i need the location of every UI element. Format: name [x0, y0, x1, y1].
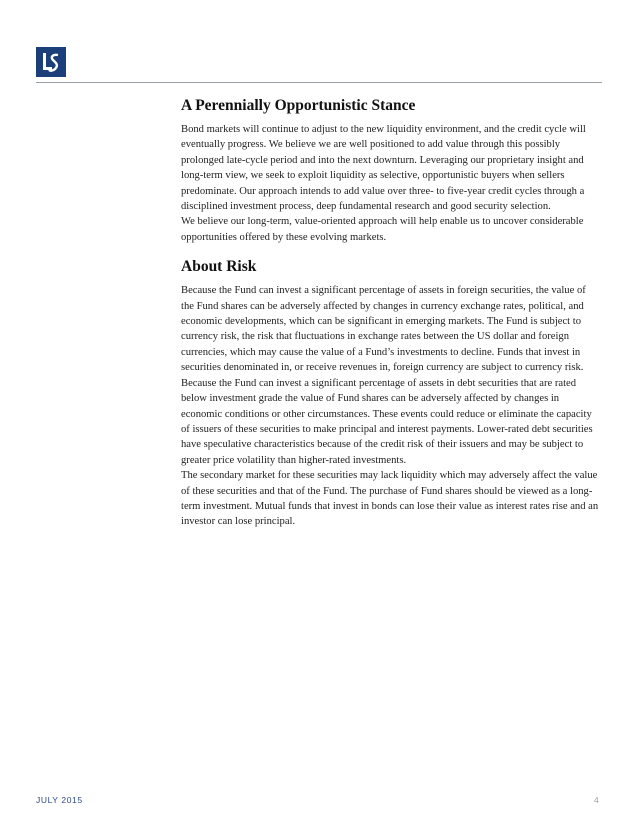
section-opportunistic-stance	[181, 96, 601, 245]
main-content	[181, 96, 601, 530]
section-heading: About Risk	[181, 258, 257, 276]
footer-date: JULY 2015	[36, 795, 83, 805]
body-paragraph: We believe our long-term, value-oriented approach will help enable us to uncover considerable opportunities offered by these evolving markets.	[181, 216, 584, 243]
ls-monogram-logo	[36, 47, 66, 77]
header-divider	[36, 82, 602, 83]
page-number: 4	[594, 795, 599, 805]
section-heading: A Perennially Opportunistic Stance	[181, 97, 416, 114]
body-paragraph: The secondary market for these securities may lack liquidity which may adversely affect the value of these securities and that of the Fund. The purchase of Fund shares should be viewed as a long-term investment. Mutual funds that invest in bonds can lose their value as interest rates rise and an investor can lose principal.	[181, 470, 599, 528]
body-paragraph: Because the Fund can invest a significant percentage of assets in foreign securities, the value of the Fund shares can be adversely affected by changes in currency exchange rates, political, and economic developments, which can be significant in emerging markets. The Fund is subject to currency risk, the risk that fluctuations in exchange rates between the US dollar and foreign currencies, which may cause the value of a Fund’s investments to decline. Funds that invest in securities denominated in, or receive revenues in, foreign currency are subject to currency risk. Because the Fund can invest a significant percentage of assets in debt securities that are rated below investment grade the value of Fund shares can be adversely affected by changes in economic conditions or other circumstances. These events could reduce or eliminate the capacity of issuers of these securities to make principal and interest payments. Lower-rated debt securities have speculative characteristics because of the credit risk of their issuers and may be subject to greater price volatility than higher-rated investments.	[181, 285, 593, 466]
body-paragraph: Bond markets will continue to adjust to the new liquidity environment, and the credit cycle will eventually progress. We believe we are well positioned to add value through this possibly prolonged late-cycle period and into the next downturn. Leveraging our proprietary insight and long-term view, we seek to exploit liquidity as selective, opportunistic buyers when sellers predominate. Our approach intends to add value over three- to five-year credit cycles through a disciplined investment process, deep fundamental research and good security selection.	[181, 124, 586, 213]
logo-mark-icon	[36, 47, 66, 77]
section-about-risk	[181, 257, 601, 530]
